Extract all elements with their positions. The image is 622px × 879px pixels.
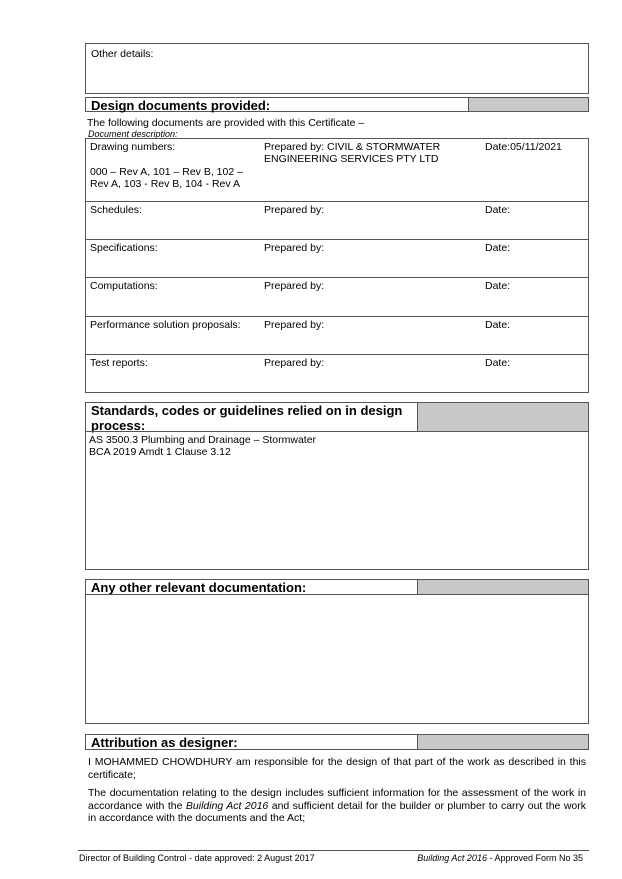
row-date: Date: [485,280,511,292]
standards-box [85,431,589,570]
statement-text: and sufficient detail for the builder or plumber to carry out the work in accordance with the documents and the Act; [88,799,586,824]
row-detail: 000 – Rev A, 101 – Rev B, 102 – [90,166,243,178]
row-prepared-by: Prepared by: [264,280,325,292]
attribution-title: Attribution as designer: [91,735,238,750]
table-row [85,355,588,393]
header-shade [417,735,588,749]
row-prepared-by: Prepared by: [264,357,325,369]
standards-item: AS 3500.3 Plumbing and Drainage – Stormwater [89,434,317,446]
standards-header [85,402,589,432]
footer-right [417,853,583,863]
standards-title: Standards, codes or guidelines relied on in design [91,403,403,418]
row-name: Specifications: [90,242,158,254]
row-prepared-by: Prepared by: CIVIL & STORMWATER [264,141,441,153]
row-name: Computations: [90,280,158,292]
standards-title: process: [91,418,146,433]
statement-text: The documentation relating to the design includes sufficient information for the assessment of the work in accordance with the [88,787,586,812]
row-date: Date: [485,319,511,331]
act-name: Building Act 2016 [185,799,269,812]
other-details-label: Other details: [91,48,154,60]
table-row [85,240,588,278]
footer-rule [78,850,589,851]
table-row [85,278,588,317]
table-row [85,317,588,355]
table-row [85,202,588,240]
row-name: Performance solution proposals: [90,319,241,331]
other-docs-header [85,579,589,595]
row-date: Date: [485,357,511,369]
design-documents-intro: The following documents are provided with this Certificate – [87,117,365,129]
document-description-label: Document description: [88,129,178,139]
row-date: Date: [485,204,511,216]
header-shade [417,580,588,594]
row-prepared-by: Prepared by: [264,319,325,331]
row-date: Date: [485,242,511,254]
row-prepared-by: ENGINEERING SERVICES PTY LTD [264,153,439,165]
documentation-statement [88,787,586,825]
header-shade [417,403,588,431]
attribution-header [85,734,589,750]
other-docs-title: Any other relevant documentation: [91,580,307,595]
design-documents-header [85,97,589,112]
row-prepared-by: Prepared by: [264,242,325,254]
other-details-box [85,43,589,94]
table-row [85,138,588,202]
standards-item: BCA 2019 Amdt 1 Clause 3.12 [89,446,231,458]
row-name: Drawing numbers: [90,141,176,153]
row-detail: Rev A, 103 - Rev B, 104 - Rev A [90,178,240,190]
footer-left: Director of Building Control - date approved: 2 August 2017 [79,853,315,863]
row-date: Date:05/11/2021 [485,141,562,153]
other-docs-box [85,594,589,724]
row-name: Test reports: [90,357,148,369]
attribution-statement: I MOHAMMED CHOWDHURY am responsible for the design of that part of the work as described in this certificate; [88,756,586,781]
row-name: Schedules: [90,204,142,216]
footer-form-number: - Approved Form No 35 [486,853,583,863]
footer-act-name: Building Act 2016 [417,853,487,863]
design-documents-title: Design documents provided: [91,98,271,113]
row-prepared-by: Prepared by: [264,204,325,216]
header-shade [468,98,588,111]
